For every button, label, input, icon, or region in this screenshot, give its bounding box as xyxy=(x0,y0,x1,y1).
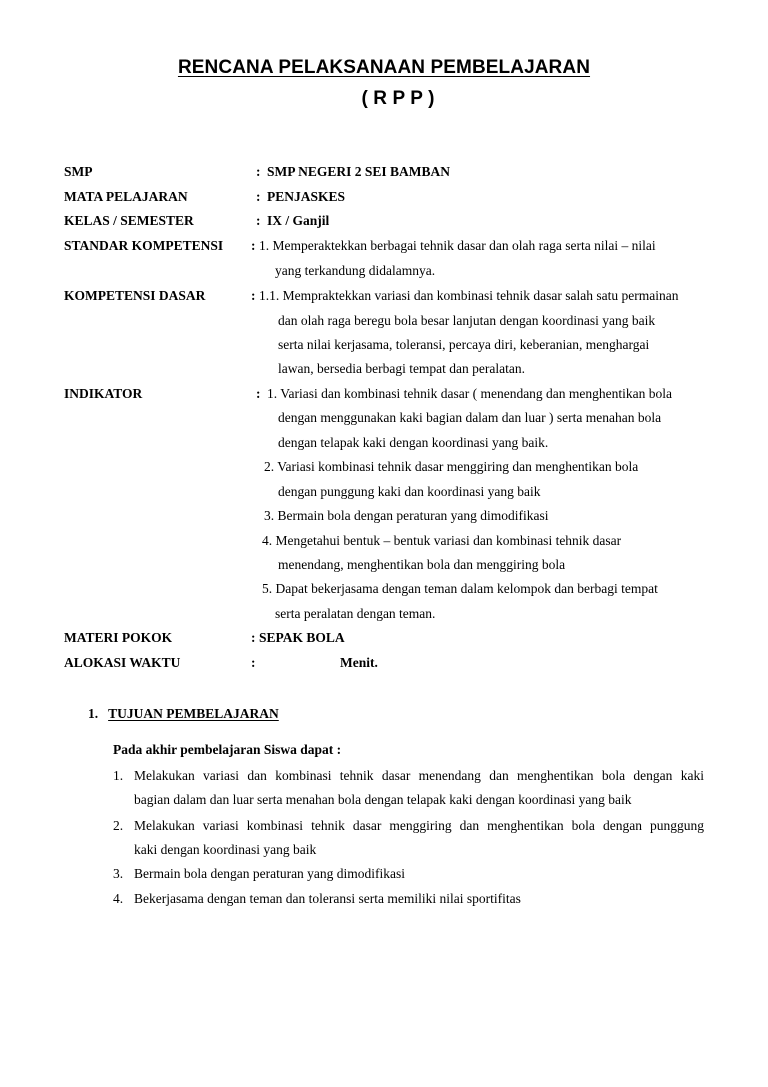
field-value-line: dengan menggunakan kaki bagian dalam dan luar ) serta menahan bola xyxy=(278,410,662,425)
field-colon: : xyxy=(256,164,261,179)
section-number: 1. xyxy=(88,706,99,721)
field-value: IX / Ganjil xyxy=(267,213,330,228)
field-value-line: 3. Bermain bola dengan peraturan yang dimodifikasi xyxy=(264,508,549,523)
field-value-line: 4. Mengetahui bentuk – bentuk variasi dan kombinasi tehnik dasar xyxy=(262,533,622,548)
field-value: SMP NEGERI 2 SEI BAMBAN xyxy=(267,164,451,179)
list-item-number: 1. xyxy=(113,768,124,783)
field-colon: : xyxy=(251,238,256,253)
field-colon: : xyxy=(251,655,256,670)
list-item-number: 2. xyxy=(113,818,124,833)
field-colon: : xyxy=(256,189,261,204)
field-colon: : xyxy=(251,288,256,303)
section-intro: Pada akhir pembelajaran Siswa dapat : xyxy=(113,742,342,757)
list-item-line: Bermain bola dengan peraturan yang dimodifikasi xyxy=(134,866,406,881)
field-label: KOMPETENSI DASAR xyxy=(64,288,206,303)
field-colon: : xyxy=(256,213,261,228)
document-title: RENCANA PELAKSANAAN PEMBELAJARAN xyxy=(177,57,591,78)
field-label: SMP xyxy=(64,164,93,179)
field-label: MATERI POKOK xyxy=(64,630,173,645)
field-value-line: dengan punggung kaki dan koordinasi yang baik xyxy=(278,484,541,499)
field-colon: : xyxy=(251,630,256,645)
field-value-line: serta nilai kerjasama, toleransi, percaya diri, keberanian, menghargai xyxy=(278,337,650,352)
field-value-line: 5. Dapat bekerjasama dengan teman dalam kelompok dan berbagi tempat xyxy=(262,581,658,596)
field-value-line: 2. Variasi kombinasi tehnik dasar menggiring dan menghentikan bola xyxy=(264,459,639,474)
field-value-line: serta peralatan dengan teman. xyxy=(275,606,436,621)
field-value-line: 1. Variasi dan kombinasi tehnik dasar ( menendang dan menghentikan bola xyxy=(267,386,673,401)
list-item-line: Bekerjasama dengan teman dan toleransi serta memiliki nilai sportifitas xyxy=(134,891,521,906)
list-item-line: kaki dengan koordinasi yang baik xyxy=(134,842,317,857)
field-value-line: 1. Memperaktekkan berbagai tehnik dasar dan olah raga serta nilai – nilai xyxy=(259,238,656,253)
list-item-line: Melakukan variasi dan kombinasi tehnik dasar menendang dan menghentikan bola dengan kaki xyxy=(134,768,704,783)
field-value: Menit. xyxy=(340,655,378,670)
list-item-line: bagian dalam dan luar serta menahan bola dengan telapak kaki dengan koordinasi yang baik xyxy=(134,792,632,807)
field-colon: : xyxy=(256,386,261,401)
list-item-number: 4. xyxy=(113,891,124,906)
field-value-line: 1.1. Mempraktekkan variasi dan kombinasi tehnik dasar salah satu permainan xyxy=(259,288,679,303)
list-item-number: 3. xyxy=(113,866,124,881)
document-subtitle xyxy=(0,88,768,110)
field-value-line: lawan, bersedia berbagi tempat dan peralatan. xyxy=(278,361,526,376)
field-value-line: yang terkandung didalamnya. xyxy=(275,263,436,278)
document-subtitle-text: ( R P P ) xyxy=(361,88,435,109)
field-value-line: dengan telapak kaki dengan koordinasi yang baik. xyxy=(278,435,549,450)
section-title: TUJUAN PEMBELAJARAN xyxy=(108,706,279,721)
field-value-line: dan olah raga beregu bola besar lanjutan dengan koordinasi yang baik xyxy=(278,313,656,328)
field-label: MATA PELAJARAN xyxy=(64,189,188,204)
field-label: INDIKATOR xyxy=(64,386,143,401)
field-value-line: menendang, menghentikan bola dan menggiring bola xyxy=(278,557,566,572)
field-value: PENJASKES xyxy=(267,189,346,204)
field-label: STANDAR KOMPETENSI xyxy=(64,238,224,253)
field-label: ALOKASI WAKTU xyxy=(64,655,181,670)
field-label: KELAS / SEMESTER xyxy=(64,213,194,228)
field-value: SEPAK BOLA xyxy=(259,630,345,645)
list-item-line: Melakukan variasi kombinasi tehnik dasar menggiring dan menghentikan bola dengan punggung xyxy=(134,818,704,833)
section-heading xyxy=(88,706,279,722)
